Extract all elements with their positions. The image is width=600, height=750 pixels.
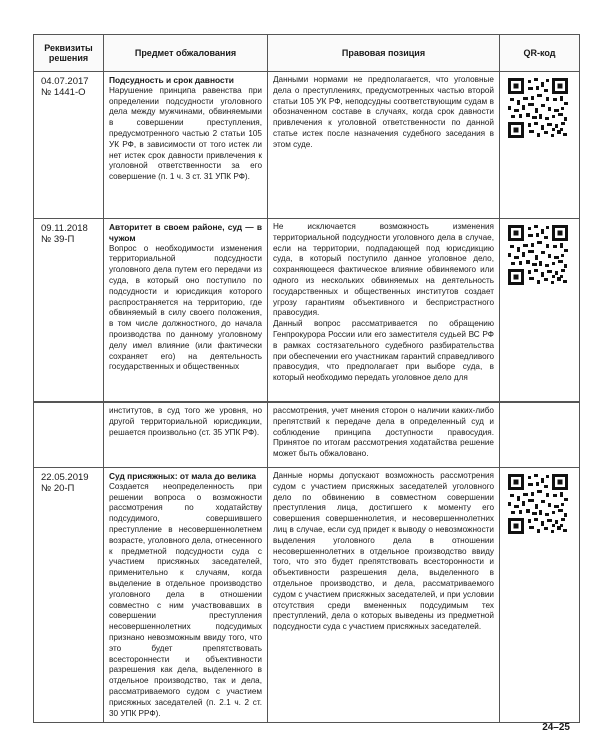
table-row xyxy=(34,219,580,402)
decisions-table-top xyxy=(33,34,580,402)
decision-date: 04.07.2017 № 1441-О xyxy=(34,72,104,219)
position-text: Данными нормами не предполагается, что уголовные дела о преступлениях, предусмотренных частью второй статьи 105 УК РФ, неподсудны соответствующим судам в обозначенном составе в случаях, когда срок давности привлечения к уголовной ответственности по данной статье истек после назначения судебного заседания в этом суде. xyxy=(273,75,494,149)
position-cell xyxy=(268,468,500,723)
position-cell xyxy=(268,403,500,468)
subject-cell xyxy=(104,468,268,723)
header-requisites: Реквизиты решения xyxy=(34,35,104,72)
qr-code-icon[interactable] xyxy=(508,225,568,285)
decision-date xyxy=(34,403,104,468)
subject-text: Вопрос о необходимости изменения территориальной подсудности уголовного дела путем его передачи из суда, в который оно поступило по подсудности и юрисдикция которого распространяется на территорию, где обвиняемый в силу своего положения, в том числе должностного, до начала производства по данному уголовному делу имел влияние (или фактически сохраняет его) на деятельность государственных и общественных xyxy=(109,243,262,372)
decision-date: 09.11.2018 № 39-П xyxy=(34,219,104,402)
header-position: Правовая позиция xyxy=(268,35,500,72)
subject-title: Суд присяжных: от мала до велика xyxy=(109,471,257,481)
position-text: Данные нормы допускают возможность рассмотрения судом с участием присяжных заседателей уголовного дело по обвинению в совместном совершении преступления лица, достигшего к моменту его совершения совершеннолетия, и несовершеннолетних лиц в случае, если суд придет к выводу о невозможности выделения уголовного дела в отношении несовершеннолетних в отдельное производство ввиду того, что это будет препятствовать всесторонности и объективности разрешения дела, выделенного в отдельное производство, и дела, рассматриваемого судом с участием присяжных заседателей, и при условии отсутствия среди вмененных подсудимым тех преступлений, дела о которых выведены из предметной подсудности суда с участием присяжных заседателей. xyxy=(273,471,494,632)
page-number: 24–25 xyxy=(542,722,570,733)
position-text: рассмотрения, учет мнения сторон о наличии каких-либо препятствий к передаче дела в определенный суд и соблюдение принципа доступности правосудия. Принятое по итогам рассмотрения ходатайства решение может быть обжаловано. xyxy=(273,406,494,459)
subject-cell xyxy=(104,403,268,468)
decisions-table-bottom xyxy=(33,402,580,723)
qr-code-icon[interactable] xyxy=(508,78,568,138)
decision-date: 22.05.2019 № 20-П xyxy=(34,468,104,723)
qr-cell xyxy=(500,219,580,402)
table-row xyxy=(34,72,580,219)
qr-cell xyxy=(500,468,580,723)
subject-cell xyxy=(104,219,268,402)
table-row xyxy=(34,468,580,723)
header-subject: Предмет обжалования xyxy=(104,35,268,72)
subject-title: Авторитет в своем районе, суд — в чужом xyxy=(109,222,262,243)
header-qr: QR-код xyxy=(500,35,580,72)
subject-title: Подсудность и срок давности xyxy=(109,75,234,85)
position-text: Не исключается возможность изменения территориальной подсудности уголовного дела в случае, если на территории, подпадающей под юрисдикцию суда, в который поступило данное уголовное дело, сохраняющееся фактическое влияние обвиняемого или одного из нескольких обвиняемых на деятельность государственных и общественных институтов создает угрозу гарантиям объективного и беспристрастного правосудия. xyxy=(273,222,494,318)
subject-text: институтов, в суд того же уровня, но другой территориальной юрисдикции, решается произвольно (ст. 35 УПК РФ). xyxy=(109,406,262,437)
qr-cell xyxy=(500,72,580,219)
qr-code-icon[interactable] xyxy=(508,474,568,534)
position-cell xyxy=(268,72,500,219)
subject-text: Создается неопределенность при решении вопроса о возможности рассмотрения по ходатайству подсудимого, совершившего преступление в несовершеннолетнем возрасте, уголовного дела, отнесенного к предметной подсудности суда с участием присяжных заседателей, применительно к случаям, когда выделение в отдельное производство уголовного дела в отношении совместно с ним участвовавших в совершении преступления несовершеннолетних подсудимых признано невозможным ввиду того, что это будет препятствовать всестороннести и объективности разрешения как дела, выделенного в отдельное производство, так и дела, рассматриваемого судом с участием присяжных заседателей (п. 2.1 ч. 2 ст. 30 УПК РРФ). xyxy=(109,481,262,718)
position-text: Данный вопрос рассматривается по обращению Генпрокурора России или его заместителя судьей ВС РФ в рамках состязательного судебного разбирательства при обеспечении его участникам гарантий справедливого правосудия, что предполагает при выборе суда, в который необходимо передать уголовное дело для xyxy=(273,319,494,383)
table-header xyxy=(34,35,580,72)
subject-cell xyxy=(104,72,268,219)
table-row xyxy=(34,403,580,468)
position-cell xyxy=(268,219,500,402)
subject-text: Нарушение принципа равенства при определении подсудности уголовного дела между мужчинами, обвиняемыми в совершении преступления, предусмотренного частью 2 статьи 105 УК РФ, в зависимости от того истек ли нет истек срок давности привлечения к уголовной ответственности за его совершение (п. 1 ч. 3 ст. 31 УПК РФ). xyxy=(109,85,262,182)
qr-cell xyxy=(500,403,580,468)
